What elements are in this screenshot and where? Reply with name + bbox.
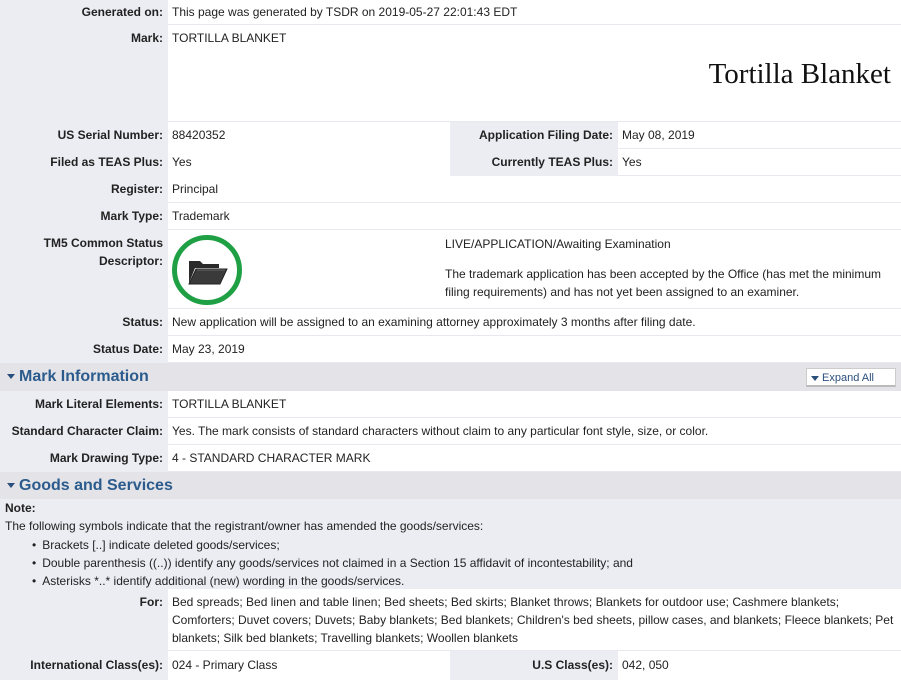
drawing-type-label: Mark Drawing Type:: [0, 445, 168, 472]
open-folder-icon: [172, 235, 242, 305]
goods-services-title[interactable]: Goods and Services: [19, 477, 173, 494]
status-date-label: Status Date:: [0, 336, 168, 363]
note-list: [44, 536, 633, 590]
status-label: Status:: [0, 309, 168, 336]
tm5-desc-line2: filing requirements) and has not yet been assigned to an examiner.: [445, 285, 800, 299]
mark-literal-label: Mark Literal Elements:: [0, 391, 168, 418]
tm5-label-line2: Descriptor:: [98, 254, 163, 268]
teas-plus-value: Yes: [168, 149, 450, 176]
for-line: blankets; Silk bed blankets; Travelling blankets; Woollen blankets: [172, 631, 518, 645]
intl-class-label: International Class(es):: [0, 651, 168, 680]
drawing-type-value: 4 - STANDARD CHARACTER MARK: [168, 445, 370, 465]
class-row: [0, 651, 901, 680]
for-line: Comforters; Duvet covers; Duvets; Baby blankets; Bed blankets; Children's bed sheets, pillow cases, and blankets; Fleece blankets; Pet: [172, 613, 894, 627]
mark-label: Mark:: [0, 25, 168, 122]
goods-note: [0, 499, 901, 589]
mark-type-value: Trademark: [168, 203, 230, 223]
mark-image: Tortilla Blanket: [708, 58, 891, 90]
std-char-label: Standard Character Claim:: [0, 418, 168, 445]
std-char-row: [0, 418, 901, 445]
std-char-value: Yes. The mark consists of standard characters without claim to any particular font style, size, or color.: [168, 418, 708, 438]
goods-services-header[interactable]: [0, 472, 901, 499]
note-bullet: • Brackets [..] indicate deleted goods/services;: [44, 536, 633, 554]
expand-all-label: Expand All: [822, 372, 874, 384]
status-value: New application will be assigned to an examining attorney approximately 3 months after filing date.: [168, 309, 696, 329]
collapse-triangle-icon[interactable]: [7, 374, 15, 379]
mark-information-header[interactable]: [0, 363, 901, 391]
tm5-label-line1: TM5 Common Status: [43, 236, 163, 250]
for-label: For:: [0, 589, 168, 651]
generated-on-label: Generated on:: [0, 0, 168, 25]
tm5-label: [0, 230, 168, 309]
status-date-row: [0, 336, 901, 363]
teas-row: [0, 149, 901, 176]
note-bullet: • Double parenthesis ((..)) identify any goods/services not claimed in a Section 15 affidavit of incontestability; and: [44, 554, 633, 572]
mark-literal-row: [0, 391, 901, 418]
tm5-row: [0, 230, 901, 309]
expand-all-button[interactable]: [806, 368, 896, 387]
mark-literal-value: TORTILLA BLANKET: [168, 391, 286, 411]
generated-on-value: This page was generated by TSDR on 2019-05-27 22:01:43 EDT: [168, 0, 517, 19]
register-row: [0, 176, 901, 203]
expand-triangle-icon: [811, 376, 819, 381]
serial-value: 88420352: [168, 122, 450, 149]
for-line: Bed spreads; Bed linen and table linen; Bed sheets; Bed skirts; Blanket throws; Blankets for outdoor use; Cashmere blankets;: [172, 595, 840, 609]
note-text: The following symbols indicate that the registrant/owner has amended the goods/services:: [5, 519, 484, 533]
for-row: [0, 589, 901, 651]
status-row: [0, 309, 901, 336]
us-class-value: 042, 050: [618, 651, 669, 672]
mark-type-row: [0, 203, 901, 230]
register-label: Register:: [0, 176, 168, 203]
serial-label: US Serial Number:: [0, 122, 168, 149]
current-teas-label: Currently TEAS Plus:: [450, 149, 618, 176]
mark-type-label: Mark Type:: [0, 203, 168, 230]
tm5-status: LIVE/APPLICATION/Awaiting Examination: [445, 237, 671, 251]
tm5-desc-line1: The trademark application has been accepted by the Office (has met the minimum: [445, 267, 882, 281]
mark-information-title[interactable]: Mark Information: [19, 368, 149, 385]
drawing-type-row: [0, 445, 901, 472]
status-date-value: May 23, 2019: [168, 336, 245, 356]
teas-plus-label: Filed as TEAS Plus:: [0, 149, 168, 176]
serial-row: [0, 122, 901, 149]
intl-class-value: 024 - Primary Class: [168, 651, 450, 680]
register-value: Principal: [168, 176, 218, 196]
generated-on-row: [0, 0, 901, 25]
current-teas-value: Yes: [618, 149, 642, 169]
mark-value: TORTILLA BLANKET: [168, 25, 286, 45]
note-heading: Note:: [5, 501, 36, 515]
filing-date-value: May 08, 2019: [618, 122, 695, 142]
us-class-label: U.S Class(es):: [450, 651, 618, 680]
filing-date-label: Application Filing Date:: [450, 122, 618, 149]
collapse-triangle-icon[interactable]: [7, 483, 15, 488]
note-bullet: • Asterisks *..* identify additional (new) wording in the goods/services.: [44, 572, 633, 590]
for-value: [168, 589, 893, 647]
